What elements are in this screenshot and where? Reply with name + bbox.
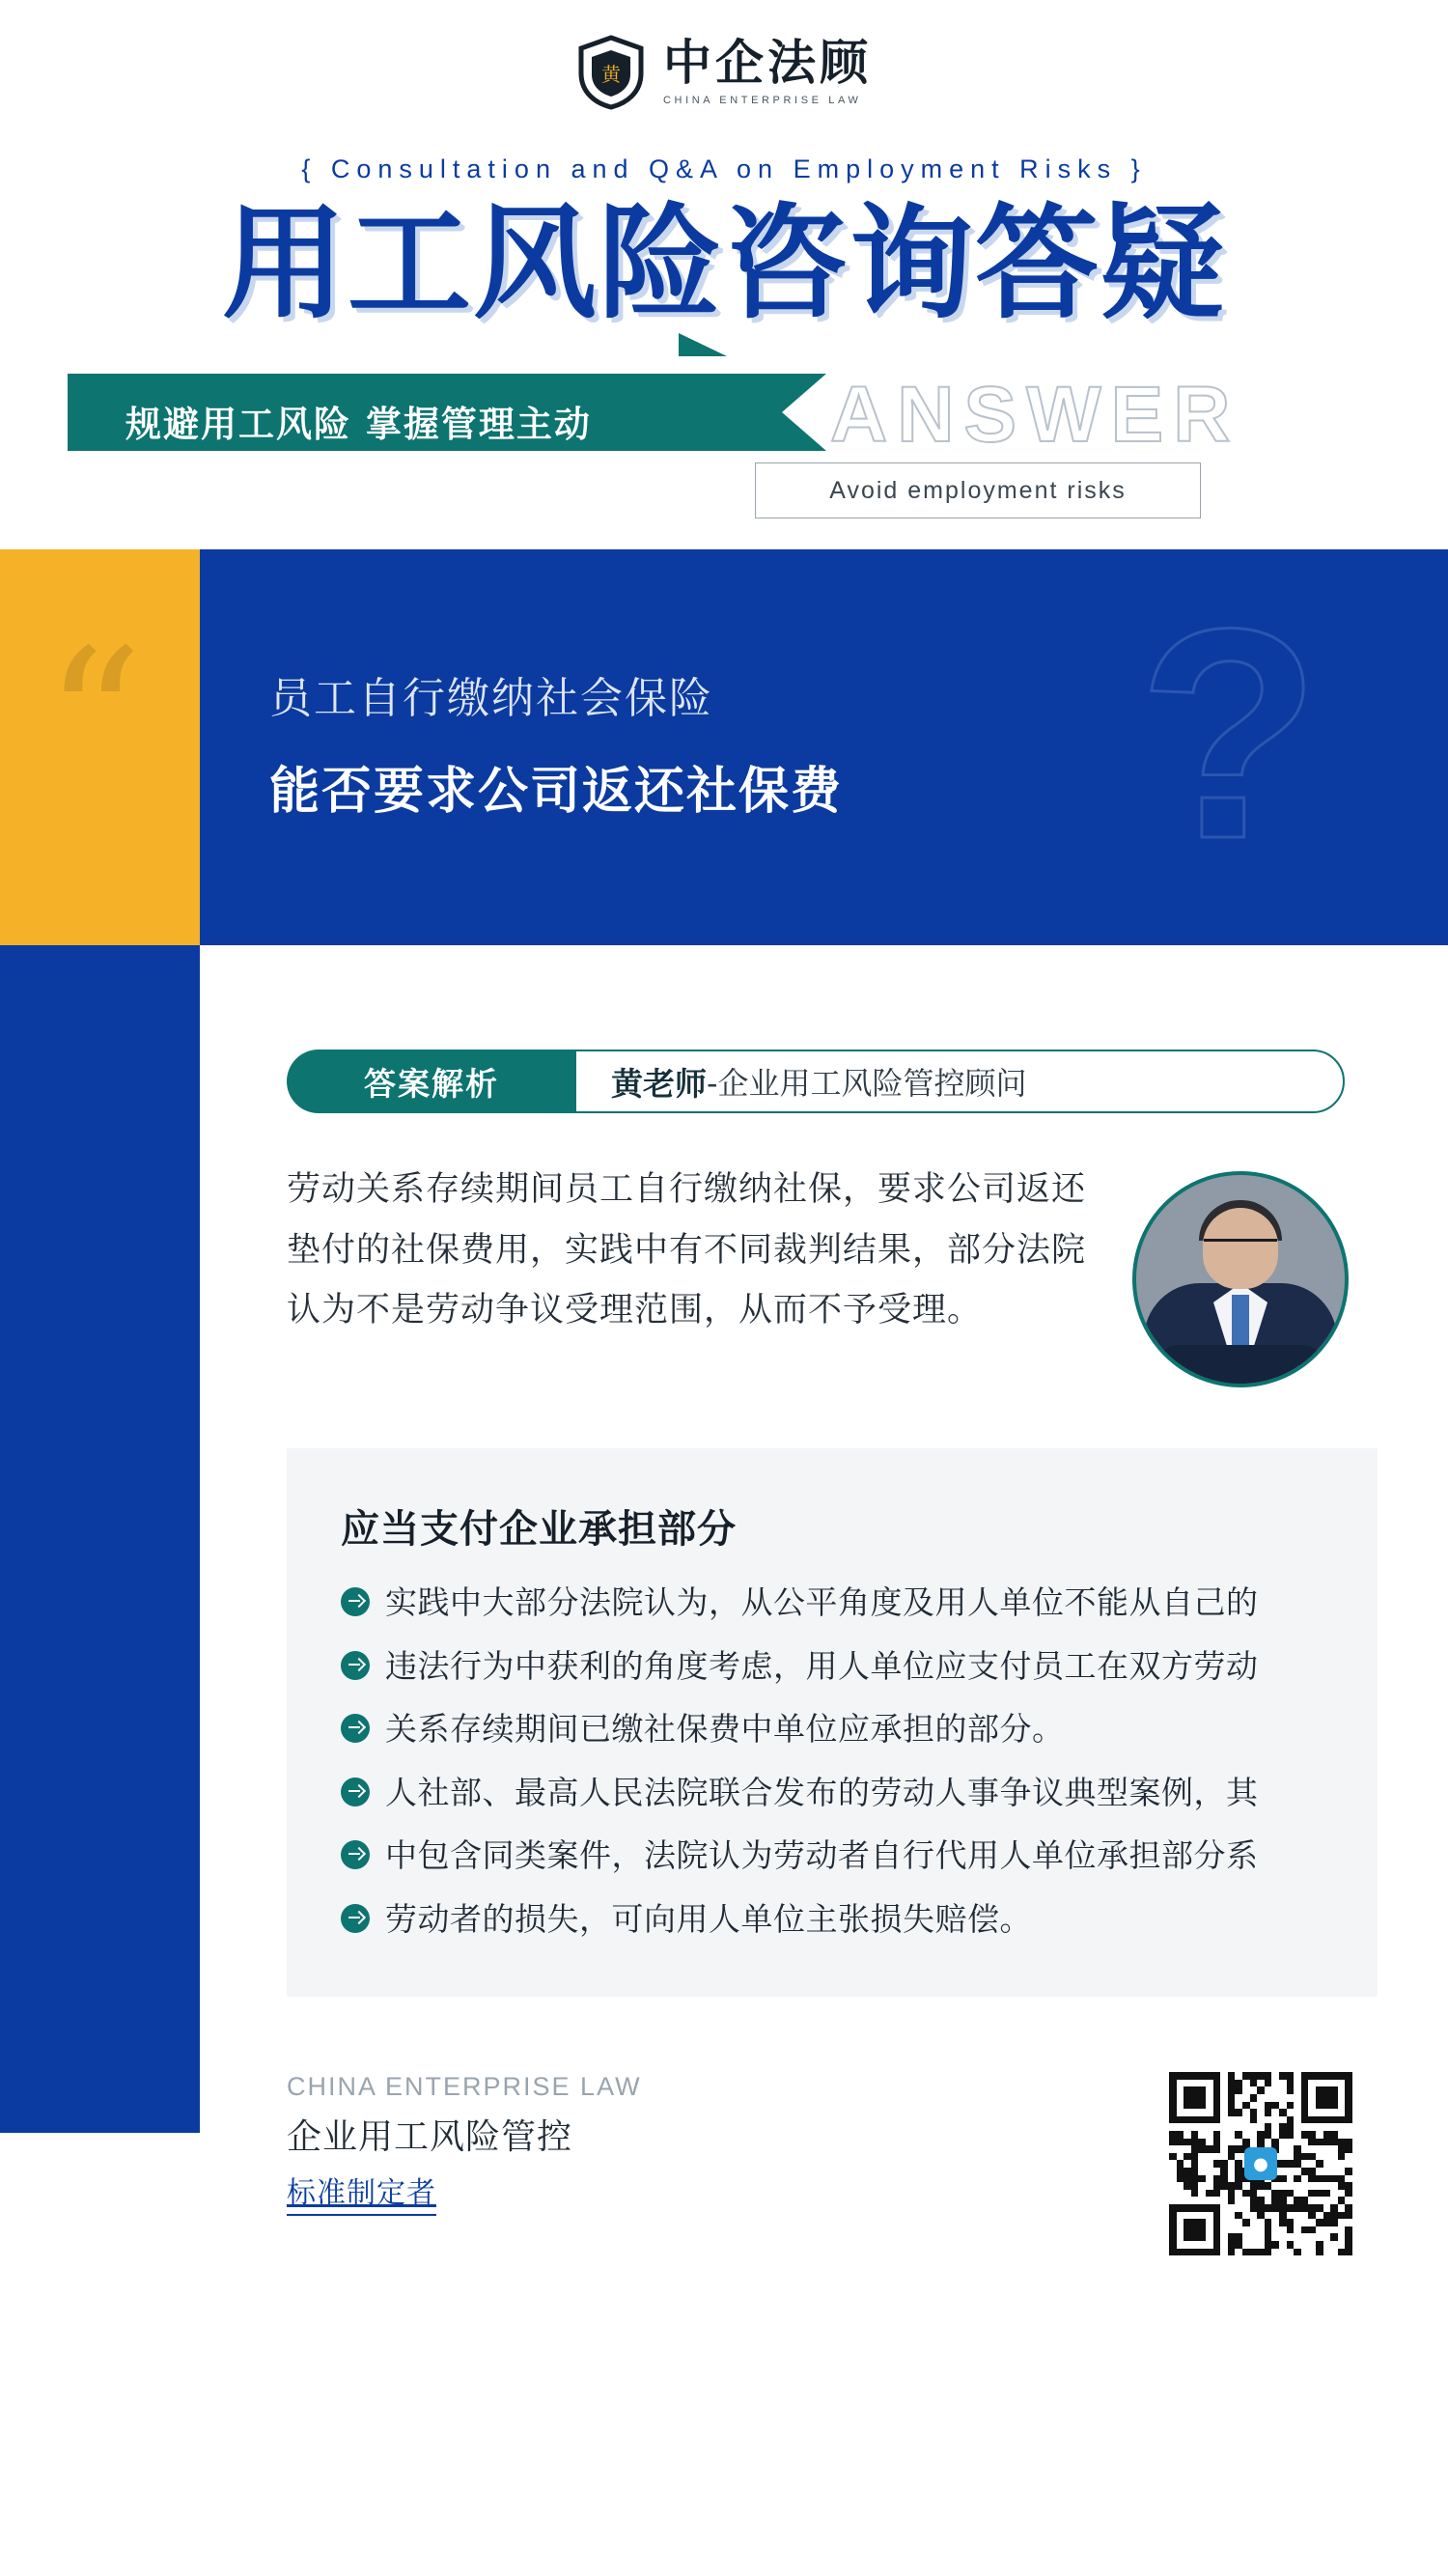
brand-header [0, 0, 1448, 110]
hero-section [0, 154, 1448, 504]
hero-bracket-en: { Consultation and Q&A on Employment Risks } [301, 154, 1147, 183]
list-item-text: 劳动者的损失，可向用人单位主张损失赔偿。 [385, 1899, 1032, 1938]
avatar [1132, 1171, 1349, 1387]
quote-mark-icon: “ [44, 608, 144, 834]
brand-wordmark [663, 35, 872, 106]
arrow-right-icon [341, 1587, 370, 1616]
question-line-2: 能否要求公司返还社保费 [269, 763, 844, 822]
avatar-arms [1158, 1345, 1323, 1384]
answer-text: 劳动关系存续期间员工自行缴纳社保，要求公司返还垫付的社保费用，实践中有不同裁判结果，部分法院认为不是劳动争议受理范围，从而不予受理。 [287, 1170, 1087, 1330]
question-mark-icon: ? [1137, 566, 1321, 902]
hero-band-text: 规避用工风险 掌握管理主动 [125, 404, 592, 446]
list-item [341, 1642, 1323, 1691]
hero-band [0, 356, 1448, 504]
list-item-text: 关系存续期间已缴社保费中单位应承担的部分。 [385, 1710, 1065, 1749]
expert-chip [545, 1050, 1345, 1113]
list-item [341, 1832, 1323, 1880]
quote-accent-block [0, 549, 200, 945]
answer-header [287, 1050, 1349, 1113]
question-line-1: 员工自行缴纳社会保险 [269, 674, 713, 724]
list-item [341, 1705, 1323, 1753]
hero-outline-word: ANSWER [830, 371, 1240, 460]
points-panel [287, 1448, 1378, 1997]
arrow-right-icon [341, 1778, 370, 1806]
footer [287, 2072, 1406, 2275]
content-block [0, 549, 1448, 2211]
question-header [200, 549, 1448, 945]
list-item [341, 1579, 1323, 1627]
shield-logo-icon [576, 35, 646, 110]
expert-role: -企业用工风险管控顾问 [707, 1065, 1027, 1103]
arrow-right-icon [341, 1651, 370, 1680]
list-item-text: 实践中大部分法院认为，从公平角度及用人单位不能从自己的 [385, 1583, 1259, 1622]
brand-name-en: CHINA ENTERPRISE LAW [663, 95, 862, 106]
glasses-icon [1204, 1239, 1277, 1257]
footer-link[interactable]: 标准制定者 [287, 2169, 436, 2216]
brand-name-cn: 中企法顾 [663, 35, 872, 91]
footer-brand-cn: 企业用工风险管控 [287, 2117, 573, 2158]
arrow-right-icon [341, 1714, 370, 1743]
qr-center-badge: ● [1244, 2147, 1277, 2180]
arrow-right-icon [341, 1840, 370, 1869]
arrow-right-icon [341, 1904, 370, 1933]
hero-avoid-box [755, 462, 1201, 518]
svg-text:黄: 黄 [601, 63, 621, 86]
list-item-text: 人社部、最高人民法院联合发布的劳动人事争议典型案例，其 [385, 1773, 1259, 1811]
list-item-text: 违法行为中获利的角度考虑，用人单位应支付员工在双方劳动 [385, 1646, 1259, 1685]
answer-card [200, 945, 1448, 2211]
avatar-tie [1232, 1295, 1249, 1351]
footer-brand-en: CHINA ENTERPRISE LAW [287, 2072, 642, 2102]
answer-body [287, 1160, 1406, 1340]
list-item-text: 中包含同类案件，法院认为劳动者自行代用人单位承担部分系 [385, 1836, 1259, 1875]
qr-code[interactable] [1169, 2072, 1352, 2255]
hero-band-notch [679, 333, 727, 356]
answer-label-text: 答案解析 [364, 1064, 499, 1103]
expert-name: 黄老师 [611, 1064, 707, 1103]
answer-label-badge [287, 1050, 576, 1113]
points-heading: 应当支付企业承担部分 [341, 1507, 737, 1553]
hero-avoid-text: Avoid employment risks [829, 476, 1127, 504]
list-item [341, 1895, 1323, 1944]
list-item [341, 1769, 1323, 1817]
hero-title: 用工风险咨询答疑 [221, 192, 1226, 336]
